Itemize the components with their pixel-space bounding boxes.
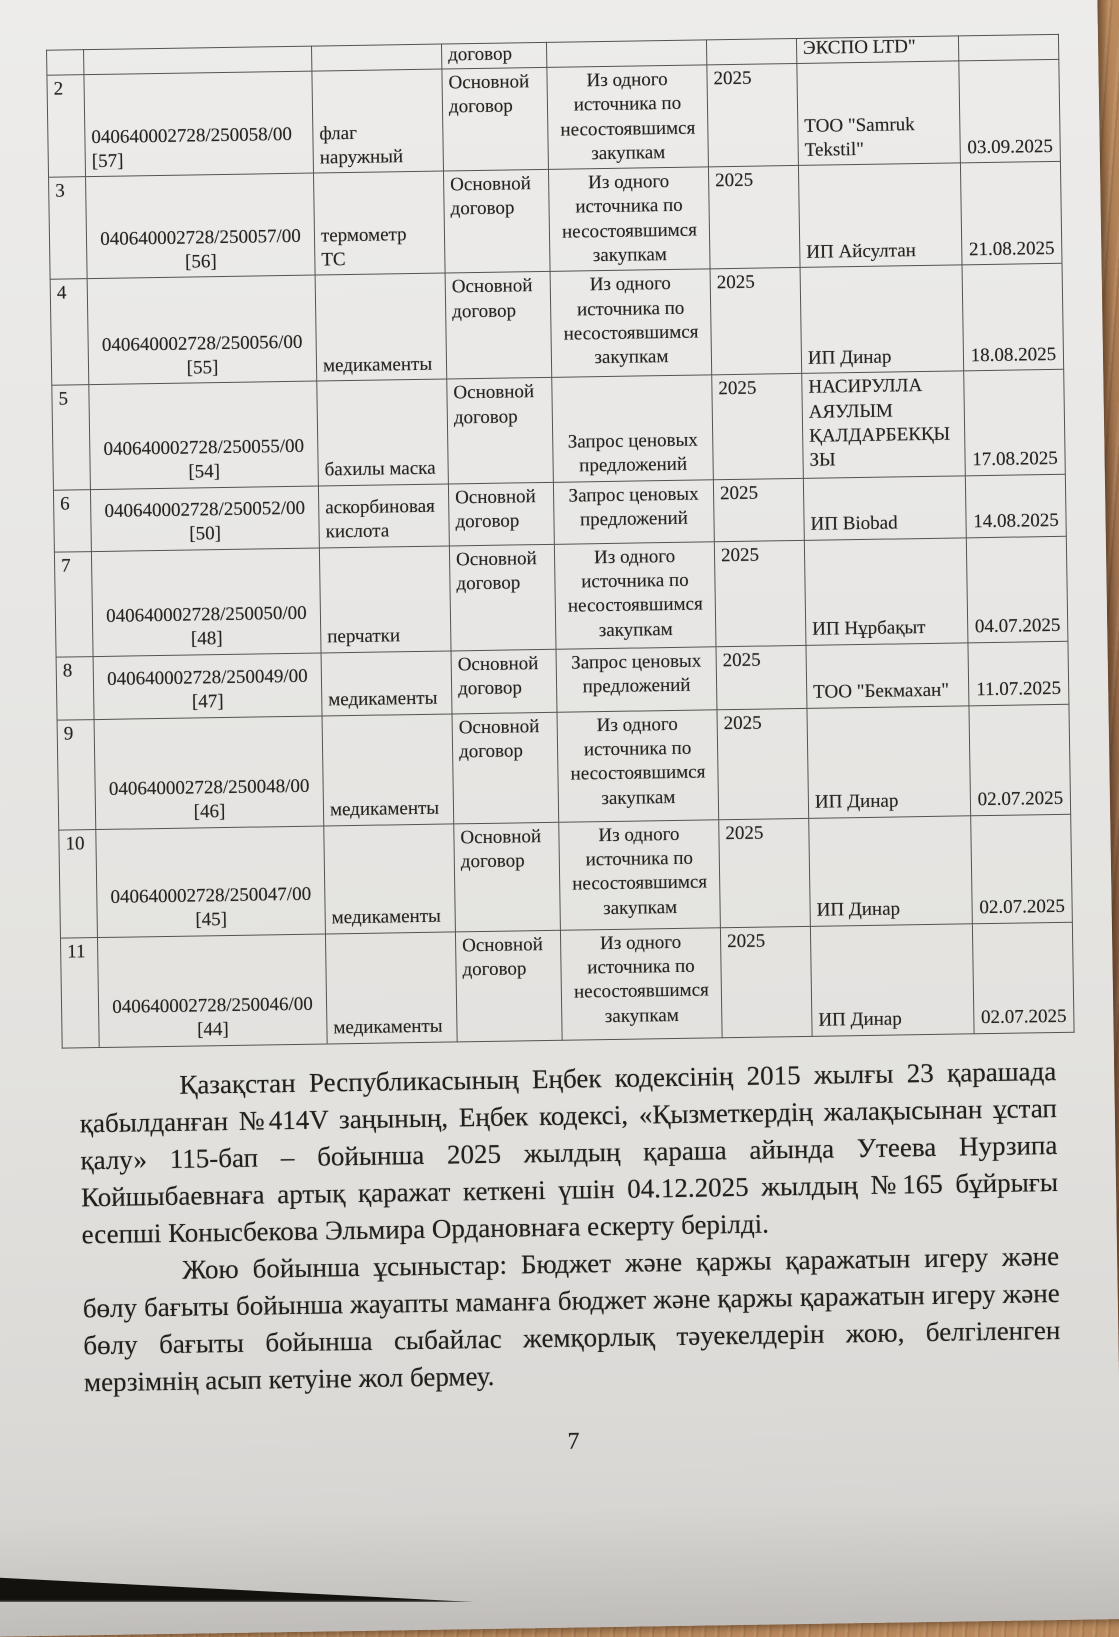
item-name: медикаменты — [315, 273, 447, 381]
row-number: 5 — [52, 385, 91, 490]
table-row — [49, 161, 1062, 279]
contract-type: Основной договор — [447, 378, 554, 484]
purchase-method: Запрос ценовых предложений — [553, 479, 714, 544]
purchase-method: Из одного источника по несостоявшимся закупкам — [550, 269, 712, 378]
year: 2025 — [717, 708, 809, 819]
contract-type: Основной договор — [445, 272, 552, 380]
year: 2025 — [719, 818, 811, 927]
supplier: НАСИРУЛЛА АЯУЛЫМ ҚАЛДАРБЕКҚЫ ЗЫ — [802, 371, 966, 478]
row-number: 10 — [59, 829, 98, 938]
year: 2025 — [720, 926, 812, 1037]
table-row — [47, 59, 1060, 177]
contract-date: 17.08.2025 — [964, 370, 1066, 476]
year: 2025 — [710, 268, 802, 375]
paragraph-recommendations: Жою бойынша ұсыныстар: Бюджет және қаржы қаражатын игеру және бөлу бағыты бойынша жауапты маманға бюджет және қаржы қаражатын игеру және бөлу бағыты бойынша сыбайлас жемқорлық тәуекелдерін жою, белгіленген мерзімнің асып кетуіне жол бермеу. — [82, 1240, 1061, 1398]
contract-number: 040640002728/250048/00 [46] — [94, 716, 324, 830]
table-row — [52, 370, 1066, 490]
row-number: 9 — [57, 719, 96, 830]
purchase-method: Запрос ценовых предложений — [552, 375, 714, 482]
row-number: 3 — [49, 177, 88, 280]
purchase-method: Из одного источника по несостоявшимся закупкам — [557, 709, 719, 821]
purchase-method: Из одного источника по несостоявшимся закупкам — [547, 65, 709, 170]
contract-number: 040640002728/250058/00 [57] — [84, 71, 314, 177]
contract-date: 02.07.2025 — [971, 814, 1073, 924]
item-name: медикаменты — [322, 714, 454, 826]
page-number: 7 — [567, 1428, 580, 1455]
table-row — [57, 704, 1071, 830]
year: 2025 — [716, 645, 807, 709]
contract-date: 02.07.2025 — [969, 704, 1071, 816]
supplier: ЭКСПО LTD" — [796, 36, 958, 63]
contract-number: 040640002728/250056/00 [55] — [87, 275, 317, 385]
supplier: ИП Нұрбақыт — [804, 537, 968, 645]
contract-date: 21.08.2025 — [960, 161, 1062, 265]
contract-type: Основной договор — [443, 170, 550, 274]
purchase-method: Из одного источника по несостоявшимся закупкам — [560, 927, 722, 1039]
purchase-method: Из одного источника по несостоявшимся закупкам — [554, 541, 716, 649]
item-name: флаг наружный — [312, 69, 444, 173]
contract-date: 03.09.2025 — [959, 59, 1061, 163]
item-name: медикаменты — [325, 932, 457, 1044]
row-number: 2 — [47, 75, 86, 178]
contract-date: 14.08.2025 — [965, 474, 1066, 538]
supplier: ТОО "Samruk Tekstil" — [797, 61, 961, 166]
procurement-table — [46, 34, 1075, 1048]
row-number: 4 — [50, 279, 89, 386]
contract-type: Основной договор — [442, 67, 549, 171]
purchase-method — [546, 40, 706, 67]
contract-date: 02.07.2025 — [972, 922, 1074, 1034]
row-number: 6 — [53, 489, 91, 552]
supplier: ИП Динар — [807, 705, 971, 818]
item-name: медикаменты — [324, 824, 456, 934]
year: 2025 — [714, 540, 806, 646]
item-name: аскорбиновая кислота — [318, 484, 449, 548]
table-row — [59, 814, 1073, 938]
contract-number: 040640002728/250057/00 [56] — [86, 173, 316, 279]
contract-type: Основной договор — [455, 930, 562, 1042]
purchase-method: Запрос ценовых предложений — [556, 646, 717, 712]
table-row — [50, 264, 1064, 386]
year: 2025 — [713, 478, 804, 541]
year: 2025 — [712, 374, 804, 480]
year — [706, 38, 796, 64]
contract-type: Основной договор — [454, 822, 561, 932]
row-number: 11 — [60, 937, 99, 1048]
contract-date: 04.07.2025 — [966, 536, 1068, 643]
supplier: ИП Biobad — [803, 475, 966, 540]
supplier: ИП Динар — [809, 815, 973, 926]
item-name: термометр ТС — [314, 171, 446, 275]
item-name: перчатки — [319, 546, 451, 653]
contract-type: договор — [441, 42, 546, 69]
purchase-method: Из одного источника по несостоявшимся закупкам — [548, 167, 710, 272]
item-name — [312, 44, 442, 71]
contract-date: 11.07.2025 — [968, 641, 1069, 706]
year: 2025 — [707, 63, 799, 167]
contract-date — [958, 34, 1058, 60]
supplier: ИП Айсултан — [798, 163, 962, 268]
supplier: ТОО "Бекмахан" — [806, 642, 969, 708]
year: 2025 — [708, 166, 800, 270]
item-name: медикаменты — [321, 651, 452, 716]
contract-date: 18.08.2025 — [962, 264, 1064, 372]
contract-number — [84, 46, 312, 74]
supplier: ИП Динар — [800, 265, 964, 374]
contract-number: 040640002728/250047/00 [45] — [96, 826, 326, 938]
table-row — [60, 922, 1074, 1048]
contract-number: 040640002728/250050/00 [48] — [91, 548, 321, 657]
contract-type: Основной договор — [448, 482, 554, 546]
item-name: бахилы маска — [317, 379, 449, 485]
contract-type: Основной договор — [451, 649, 557, 714]
contract-number: 040640002728/250052/00 [50] — [90, 486, 319, 552]
contract-number: 040640002728/250055/00 [54] — [89, 381, 319, 489]
report-text — [79, 1053, 1061, 1401]
contract-number: 040640002728/250049/00 [47] — [93, 653, 322, 720]
row-number — [47, 50, 84, 75]
contract-type: Основной договор — [452, 712, 559, 824]
row-number: 7 — [54, 551, 93, 657]
supplier: ИП Динар — [810, 923, 974, 1036]
row-number: 8 — [56, 656, 94, 720]
table-body — [47, 34, 1075, 1047]
purchase-method: Из одного источника по несостоявшимся закупкам — [559, 819, 721, 929]
contract-number: 040640002728/250046/00 [44] — [97, 934, 327, 1048]
contract-type: Основной договор — [449, 544, 556, 651]
table-row — [54, 536, 1068, 657]
paragraph-labor-code: Қазақстан Республикасының Еңбек кодексінің 2015 жылғы 23 қарашада қабылданған №414V заңының, Еңбек кодексі, «Қызметкердің жалақысынан ұстап қалу» 115-бап – бойынша 2025 жылдың қараша айында Утеева Нурзипа Койшыбаевнаға артық қаражат кеткені үшін 04.12.2025 жылдың №165 бұйрығы есепші Конысбекова Эльмира Ордановнаға ескерту берілді. — [79, 1056, 1059, 1250]
